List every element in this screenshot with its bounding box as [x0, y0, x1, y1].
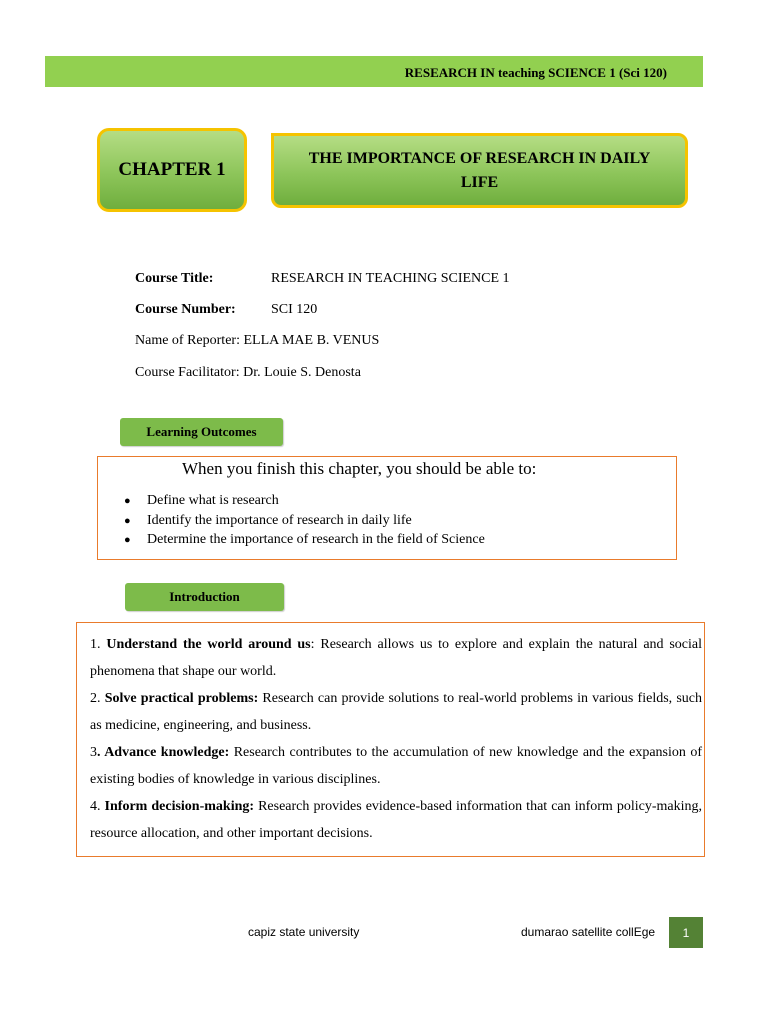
intro-item: 2. Solve practical problems: Research can provide solutions to real-world problems in various fields, such as medicine, engineering, and business.	[90, 691, 703, 733]
course-number-label: Course Number:	[135, 302, 236, 317]
learning-outcomes-label: Learning Outcomes	[120, 418, 283, 446]
chapter-title: THE IMPORTANCE OF RESEARCH IN DAILY LIFE	[308, 149, 651, 191]
footer-university: capiz state university	[248, 925, 360, 939]
header-bar	[45, 56, 703, 87]
chapter-label-box	[97, 128, 247, 212]
list-item: ● Identify the importance of research in daily life	[124, 512, 412, 528]
facilitator-row: Course Facilitator: Dr. Louie S. Denosta	[135, 365, 361, 380]
course-title-label: Course Title:	[135, 271, 214, 286]
introduction-label: Introduction	[125, 583, 284, 611]
header-text: RESEARCH IN teaching SCIENCE 1 (Sci 120)	[404, 65, 667, 80]
chapter-title-box	[271, 133, 688, 208]
outcomes-lead: When you finish this chapter, you should be able to:	[182, 459, 537, 478]
learning-outcomes-box	[97, 456, 677, 560]
course-title-value: RESEARCH IN TEACHING SCIENCE 1	[271, 271, 510, 286]
footer-college: dumarao satellite collEge	[521, 925, 656, 939]
reporter-row: Name of Reporter: ELLA MAE B. VENUS	[135, 333, 380, 348]
intro-item: 3. Advance knowledge: Research contributes to the accumulation of new knowledge and the expansion of existing bodies of knowledge in various disciplines.	[90, 745, 703, 787]
course-title-row	[135, 271, 510, 287]
page-number: 1	[669, 917, 703, 948]
course-number-row	[135, 302, 317, 318]
introduction-box	[76, 622, 705, 857]
course-number-value: SCI 120	[271, 302, 318, 317]
chapter-label: CHAPTER 1	[118, 159, 226, 180]
list-item: ● Define what is research	[124, 493, 279, 508]
outcomes-list	[124, 491, 485, 550]
list-item: ● Determine the importance of research in the field of Science	[124, 532, 485, 547]
intro-item: 1. Understand the world around us: Research allows us to explore and explain the natural and social phenomena that shape our world.	[90, 637, 703, 679]
intro-item: 4. Inform decision-making: Research provides evidence-based information that can inform policy-making, resource allocation, and other important decisions.	[90, 799, 702, 841]
